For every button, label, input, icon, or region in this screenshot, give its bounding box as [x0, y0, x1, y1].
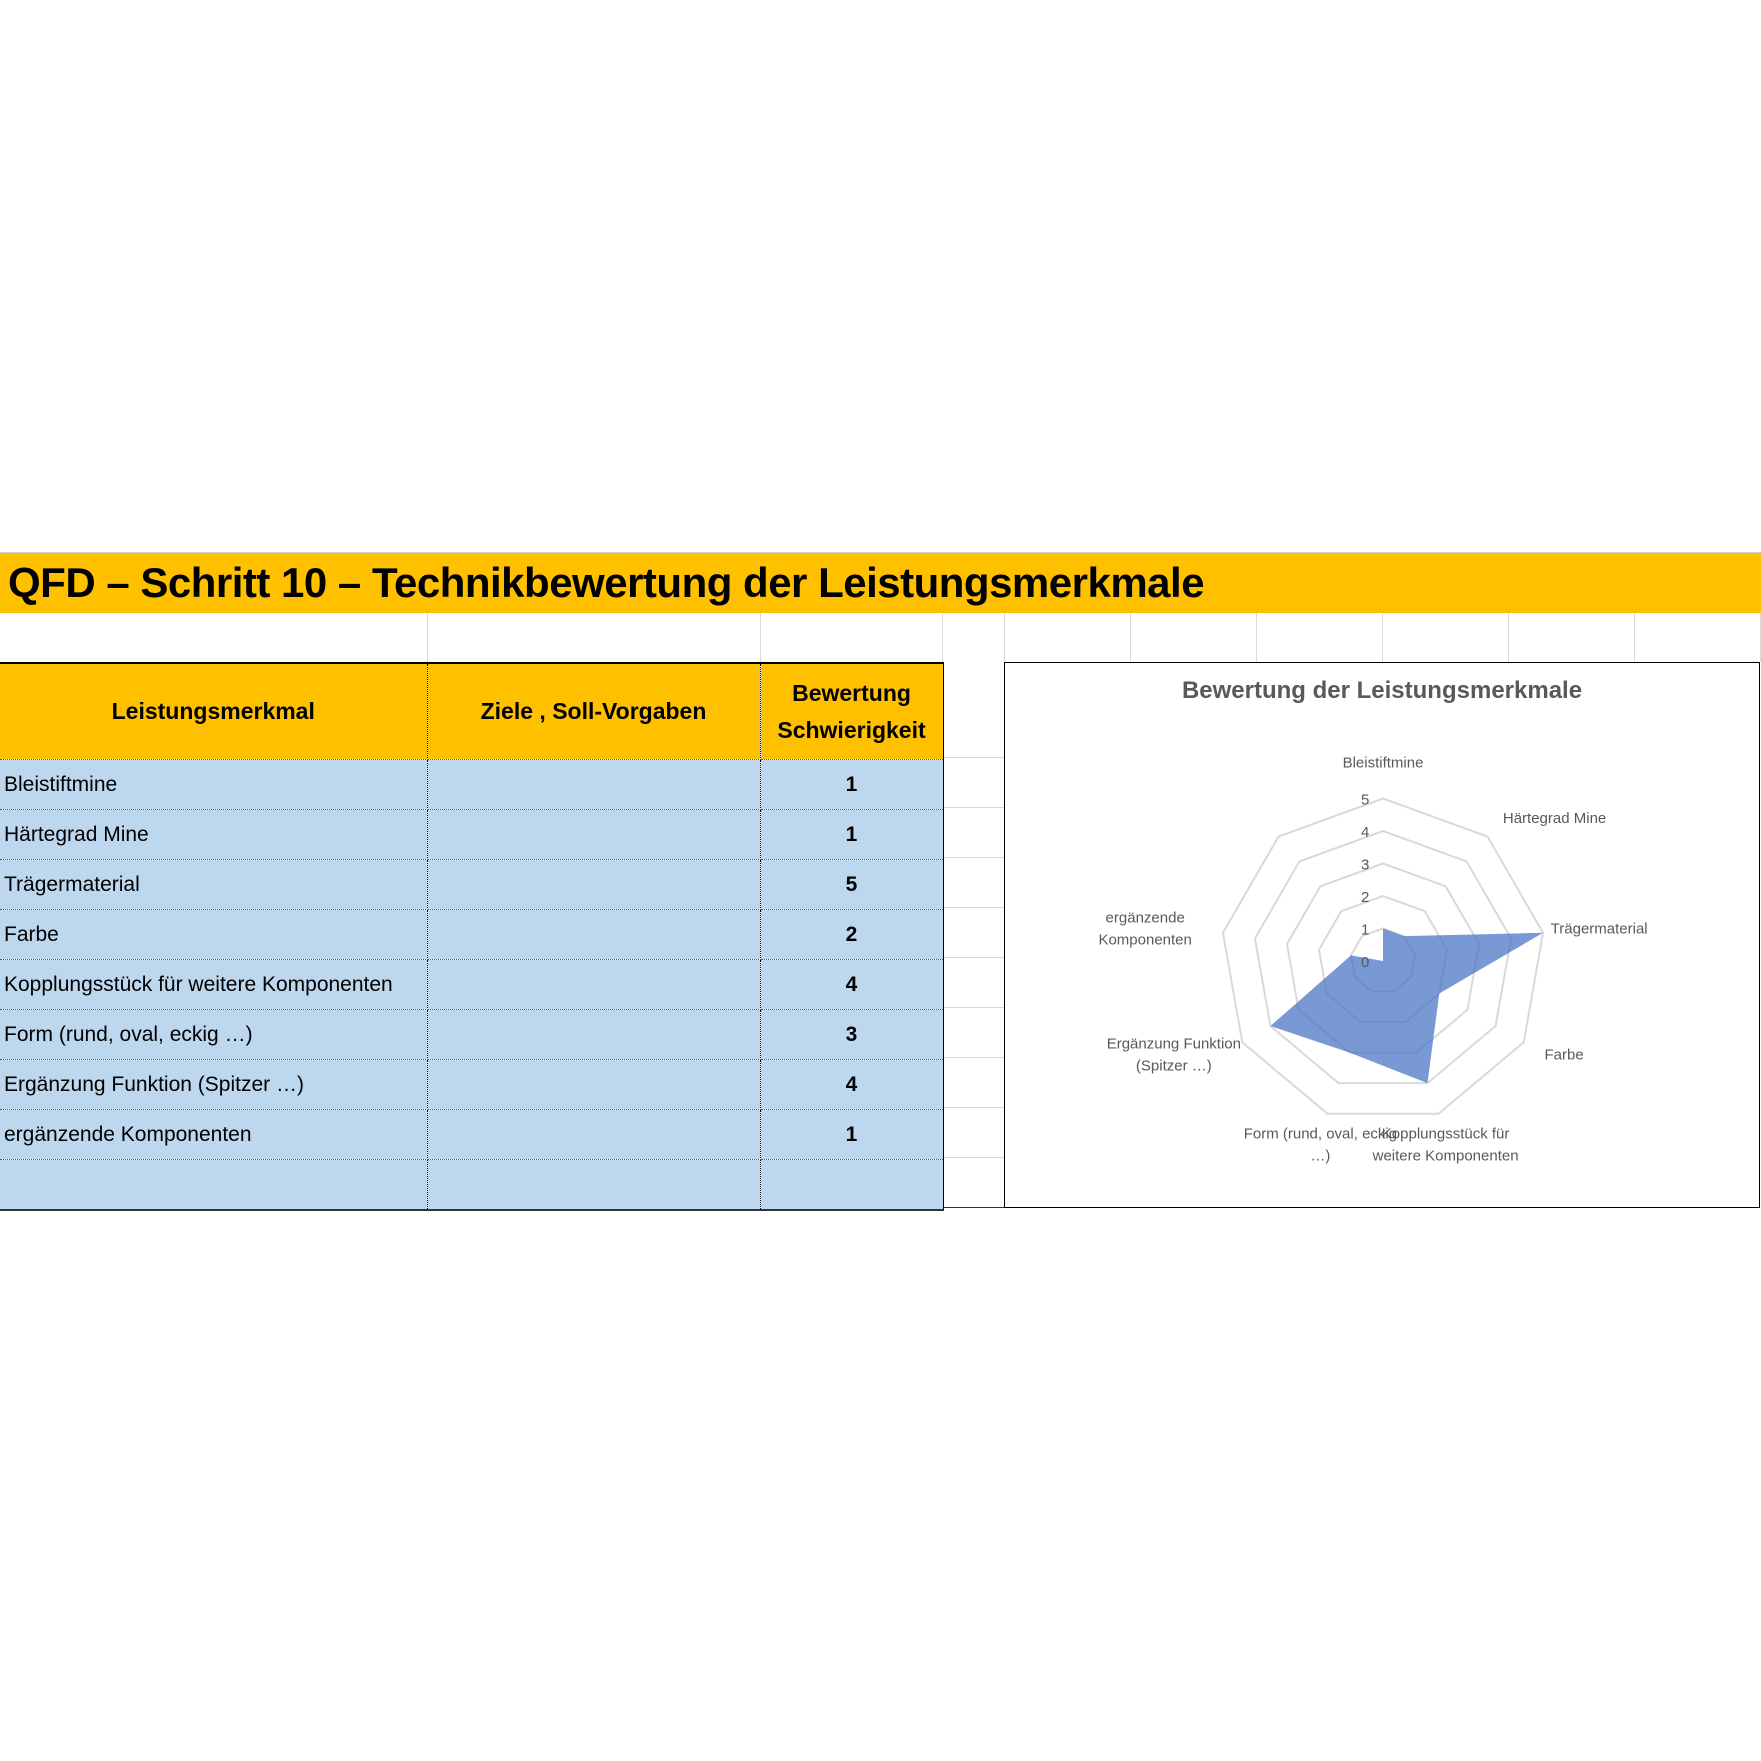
cell-bewertung[interactable]: 4	[760, 1060, 943, 1110]
cell-bewertung[interactable]	[760, 1160, 943, 1211]
header-bewertung-line1: Bewertung	[792, 679, 911, 706]
cell-ziele[interactable]	[427, 760, 760, 810]
grid-line	[1004, 613, 1005, 662]
grid-line	[943, 807, 1004, 808]
table-row	[0, 1060, 943, 1110]
cell-merkmal[interactable]: Ergänzung Funktion (Spitzer …)	[0, 1060, 427, 1110]
cell-bewertung[interactable]: 2	[760, 910, 943, 960]
radar-tick-label: 5	[1361, 791, 1370, 809]
grid-line	[1256, 613, 1257, 662]
radar-category-label: Härtegrad Mine	[1502, 810, 1607, 828]
cell-ziele[interactable]	[427, 1010, 760, 1060]
radar-plot-area	[1005, 663, 1761, 1209]
table-row	[0, 1160, 943, 1211]
cell-merkmal[interactable]: Bleistiftmine	[0, 760, 427, 810]
radar-category-label: …)	[1310, 1147, 1331, 1165]
cell-bewertung[interactable]: 5	[760, 860, 943, 910]
cell-bewertung[interactable]: 4	[760, 960, 943, 1010]
cell-ziele[interactable]	[427, 1110, 760, 1160]
grid-line	[1508, 613, 1509, 662]
header-bewertung[interactable]	[760, 663, 943, 760]
grid-line	[943, 1007, 1004, 1008]
cell-ziele[interactable]	[427, 860, 760, 910]
radar-category-label: Komponenten	[1098, 931, 1192, 949]
cell-bewertung[interactable]: 1	[760, 810, 943, 860]
title-banner	[0, 552, 1761, 613]
header-row	[0, 663, 943, 760]
cell-bewertung[interactable]: 1	[760, 1110, 943, 1160]
cell-ziele[interactable]	[427, 810, 760, 860]
radar-tick-label: 1	[1361, 921, 1370, 939]
cell-merkmal[interactable]: ergänzende Komponenten	[0, 1110, 427, 1160]
grid-line	[943, 857, 1004, 858]
cell-merkmal[interactable]: Härtegrad Mine	[0, 810, 427, 860]
grid-line	[943, 1207, 1004, 1208]
page-title: QFD – Schritt 10 – Technikbewertung der Leistungsmerkmale	[8, 559, 1205, 606]
chart-title: Bewertung der Leistungsmerkmale	[1181, 677, 1583, 704]
radar-category-label: Bleistiftmine	[1342, 754, 1424, 772]
radar-tick-label: 3	[1361, 856, 1370, 874]
header-bewertung-line2: Schwierigkeit	[777, 716, 926, 743]
grid-line	[943, 1157, 1004, 1158]
header-leistungsmerkmal[interactable]: Leistungsmerkmal	[0, 663, 427, 760]
cell-merkmal[interactable]: Kopplungsstück für weitere Komponenten	[0, 960, 427, 1010]
qfd-table	[0, 662, 944, 1211]
grid-line	[1634, 613, 1635, 662]
table-row	[0, 960, 943, 1010]
grid-line	[427, 613, 428, 662]
cell-bewertung[interactable]: 1	[760, 760, 943, 810]
radar-tick-label: 0	[1361, 954, 1370, 971]
radar-category-label: Farbe	[1544, 1046, 1584, 1064]
cell-ziele[interactable]	[427, 1160, 760, 1211]
radar-tick-label: 2	[1361, 889, 1370, 906]
table-row	[0, 860, 943, 910]
table-row	[0, 1010, 943, 1060]
grid-line	[943, 957, 1004, 958]
grid-line	[760, 613, 761, 662]
cell-merkmal[interactable]	[0, 1160, 427, 1211]
table-row	[0, 910, 943, 960]
cell-merkmal[interactable]: Farbe	[0, 910, 427, 960]
grid-line	[1130, 613, 1131, 662]
radar-chart[interactable]	[1004, 662, 1760, 1208]
radar-category-label: Kopplungsstück für	[1381, 1125, 1510, 1143]
cell-ziele[interactable]	[427, 910, 760, 960]
grid-line	[943, 907, 1004, 908]
empty-grid-row	[0, 613, 1761, 662]
radar-category-label: Form (rund, oval, eckig	[1243, 1125, 1398, 1143]
radar-category-label: weitere Komponenten	[1372, 1147, 1519, 1165]
radar-category-label: ergänzende	[1105, 909, 1185, 927]
cell-ziele[interactable]	[427, 1060, 760, 1110]
header-ziele[interactable]: Ziele , Soll-Vorgaben	[427, 663, 760, 760]
radar-tick-label: 4	[1361, 824, 1370, 841]
grid-line	[943, 757, 1004, 758]
grid-line	[943, 1107, 1004, 1108]
radar-category-label: (Spitzer …)	[1135, 1057, 1212, 1075]
table-row	[0, 810, 943, 860]
grid-line	[1382, 613, 1383, 662]
cell-ziele[interactable]	[427, 960, 760, 1010]
radar-category-label: Trägermaterial	[1550, 920, 1648, 938]
grid-line	[942, 613, 943, 662]
grid-line	[943, 1057, 1004, 1058]
cell-merkmal[interactable]: Form (rund, oval, eckig …)	[0, 1010, 427, 1060]
cell-merkmal[interactable]: Trägermaterial	[0, 860, 427, 910]
table-row	[0, 1110, 943, 1160]
radar-category-label: Ergänzung Funktion	[1106, 1035, 1241, 1053]
cell-bewertung[interactable]: 3	[760, 1010, 943, 1060]
table-row	[0, 760, 943, 810]
